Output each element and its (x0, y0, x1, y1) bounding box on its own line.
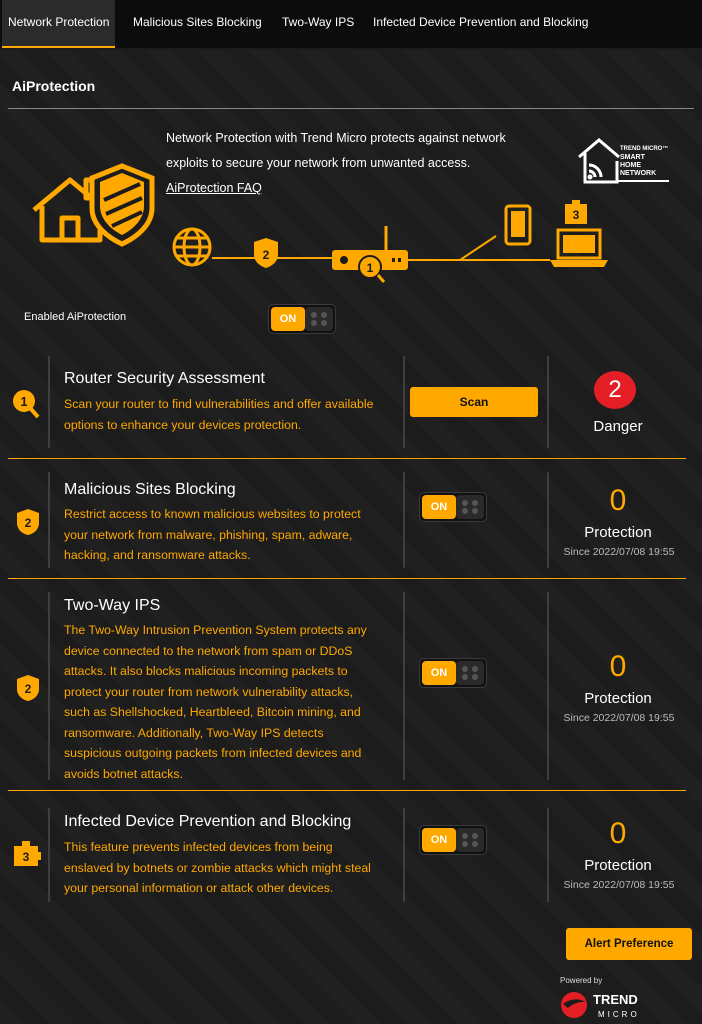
feature-title: Infected Device Prevention and Blocking (64, 813, 352, 830)
alert-preference-button[interactable]: Alert Preference (566, 928, 692, 960)
logo-line: HOME (620, 162, 641, 169)
logo-line: SMART (620, 154, 645, 161)
network-diagram (30, 160, 610, 290)
intro-line: exploits to secure your network from unwanted access. (166, 156, 471, 170)
column-divider (48, 472, 50, 568)
row-separator (8, 790, 686, 791)
column-divider (403, 808, 405, 902)
description-line: options to enhance your devices protection. (64, 417, 302, 432)
feature-description (64, 837, 396, 899)
toggle-on-label: ON (271, 307, 305, 331)
description-line: enslaved by botnets or zombie attacks which might steal (64, 860, 371, 875)
brand-subtext: MICRO (598, 1010, 640, 1019)
trend-micro-logo (558, 988, 658, 1020)
intro-line: Network Protection with Trend Micro protects against network (166, 131, 506, 145)
globe-icon (174, 229, 210, 265)
feature-description (64, 620, 396, 784)
description-line: Scan your router to find vulnerabilities and offer available (64, 397, 374, 411)
protection-since: Since 2022/07/08 19:55 (563, 879, 675, 891)
protection-count: 0 (609, 817, 627, 850)
tab-infected-device-prevention[interactable]: Infected Device Prevention and Blocking (373, 15, 589, 29)
tab-bar (0, 0, 702, 48)
toggle-on-label: ON (422, 828, 456, 852)
toggle-knob (456, 495, 484, 519)
two-way-ips-toggle[interactable] (419, 658, 487, 688)
feature-title: Malicious Sites Blocking (64, 481, 236, 498)
shield-icon (92, 166, 152, 244)
laptop-icon (550, 230, 608, 267)
column-divider (48, 356, 50, 448)
toggle-on-label: ON (422, 495, 456, 519)
description-line: hacking, and ransomware attacks. (64, 548, 251, 562)
description-line: attacks. It also blocks malicious incoming packets to (64, 664, 348, 678)
column-divider (547, 356, 549, 448)
danger-count-badge: 2 (594, 371, 636, 409)
enabled-aiprotection-label: Enabled AiProtection (24, 311, 127, 323)
diagram-badge-text: 2 (262, 248, 270, 262)
diagram-badge-text: 1 (366, 261, 374, 275)
protection-since: Since 2022/07/08 19:55 (563, 546, 675, 558)
column-divider (48, 592, 50, 780)
malicious-sites-toggle[interactable] (419, 492, 487, 522)
badge-number: 2 (24, 516, 32, 530)
tab-two-way-ips[interactable]: Two-Way IPS (282, 15, 355, 29)
protection-label: Protection (584, 857, 652, 874)
column-divider (547, 592, 549, 780)
feature-description (64, 394, 396, 435)
feature-description (64, 504, 396, 566)
infected-device-toggle[interactable] (419, 825, 487, 855)
infected-device-puzzle-icon (12, 840, 42, 868)
protection-label: Protection (584, 690, 652, 707)
column-divider (403, 592, 405, 780)
two-way-ips-shield-icon (16, 674, 40, 702)
toggle-knob (456, 661, 484, 685)
aiprotection-toggle[interactable] (268, 304, 336, 334)
column-divider (403, 356, 405, 448)
description-line: avoids botnet attacks. (64, 766, 183, 781)
feature-title: Router Security Assessment (64, 370, 265, 387)
description-line: Restrict access to known malicious websites to protect (64, 507, 361, 521)
tab-network-protection[interactable]: Network Protection (2, 0, 115, 48)
column-divider (547, 808, 549, 902)
puzzle-badge-icon (565, 200, 587, 224)
description-line: your personal information or attack other devices. (64, 881, 334, 895)
badge-number: 3 (22, 850, 30, 864)
phone-icon (506, 206, 530, 244)
description-line: suspicious outgoing packets from infected devices and (64, 746, 362, 760)
powered-by-label: Powered by (560, 976, 603, 985)
description-line: device connected to the network from spam or DDoS (64, 643, 353, 658)
tab-malicious-sites-blocking[interactable]: Malicious Sites Blocking (133, 15, 262, 29)
feature-title: Two-Way IPS (64, 597, 161, 614)
protection-count: 0 (609, 650, 627, 683)
logo-line: NETWORK (620, 170, 657, 177)
column-divider (48, 808, 50, 902)
shield-badge-icon (254, 238, 278, 268)
faq-link[interactable]: AiProtection FAQ (166, 181, 262, 195)
danger-label: Danger (593, 418, 643, 435)
title-divider (8, 108, 694, 109)
protection-since: Since 2022/07/08 19:55 (563, 712, 675, 724)
description-line: ransomware. Additionally, Two-Way IPS detects (64, 725, 324, 740)
description-line: your network from malware, phishing, spam, adware, (64, 527, 353, 542)
section-title: AiProtection (12, 78, 96, 94)
protection-count: 0 (609, 484, 627, 517)
description-line: such as Shellshocked, Heartbleed, Bitcoin mining, and (64, 705, 361, 719)
scan-button[interactable]: Scan (410, 387, 538, 417)
badge-number: 2 (24, 682, 32, 696)
row-separator (8, 578, 686, 579)
toggle-knob (305, 307, 333, 331)
column-divider (547, 472, 549, 568)
row-separator (8, 458, 686, 459)
malicious-sites-shield-icon (16, 508, 40, 536)
router-icon (332, 226, 408, 282)
logo-line: TREND MICRO™ (620, 146, 669, 152)
protection-label: Protection (584, 524, 652, 541)
description-line: The Two-Way Intrusion Prevention System protects any (64, 623, 367, 637)
brand-text: TREND (593, 992, 638, 1007)
toggle-knob (456, 828, 484, 852)
diagram-badge-text: 3 (572, 208, 580, 222)
badge-number: 1 (20, 394, 28, 409)
router-security-badge-icon (10, 386, 42, 420)
toggle-on-label: ON (422, 661, 456, 685)
column-divider (403, 472, 405, 568)
description-line: protect your router from network vulnerability attacks, (64, 684, 354, 699)
description-line: This feature prevents infected devices from being (64, 840, 333, 854)
